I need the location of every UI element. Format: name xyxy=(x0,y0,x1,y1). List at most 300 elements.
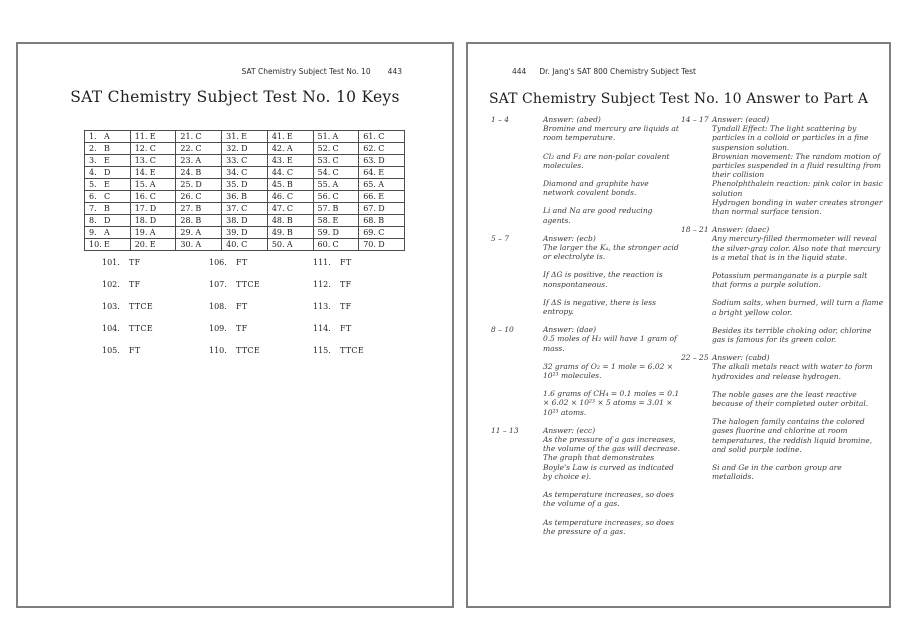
question-number: 7. xyxy=(89,204,97,213)
key-table-cell xyxy=(222,239,268,251)
explanation-paragraph: Diamond and graphite have network covalent bonds. xyxy=(543,179,649,198)
answer-letter: C xyxy=(332,192,339,201)
key-table-cell xyxy=(359,179,405,191)
answer-letter: E xyxy=(332,216,339,225)
question-number: 110. xyxy=(209,346,227,355)
question-number: 10. xyxy=(89,240,102,249)
question-number: 103. xyxy=(102,302,120,311)
tf-answer: TF xyxy=(340,302,352,311)
answer-letter: B xyxy=(241,192,247,201)
question-number: 45. xyxy=(271,180,285,189)
answer-letter: D xyxy=(378,240,385,249)
key-table-cell xyxy=(85,179,131,191)
answer-letters: Answer: (dae) xyxy=(543,325,597,335)
explanation-paragraph: The alkali metals react with water to form hydroxides and release hydrogen. xyxy=(712,362,873,381)
tf-answers-column-3 xyxy=(313,258,364,368)
page-number: 444 xyxy=(512,67,527,76)
answer-letter: C xyxy=(332,144,339,153)
answer-letters: Answer: (eacd) xyxy=(712,115,770,124)
tf-item xyxy=(313,280,364,302)
key-table-cell xyxy=(222,131,268,143)
question-number: 25. xyxy=(180,180,194,189)
explanation-paragraph: Phenolphthalein reaction: pink color in basic solution xyxy=(712,179,883,198)
tf-item xyxy=(102,346,153,368)
answer-letter: C xyxy=(149,144,156,153)
answer-letter: E xyxy=(149,132,156,141)
explanation-paragraph: Tyndall Effect: The light scattering by particles in a colloid or particles in a fine suspension solution. xyxy=(712,124,869,152)
explanation-paragraph: Besides its terrible choking odor, chlorine gas is famous for its green color. xyxy=(712,325,872,345)
answer-letter: D xyxy=(149,216,157,225)
question-number: 36. xyxy=(226,192,239,201)
question-number: 109. xyxy=(209,324,227,333)
tf-answer: TTCE xyxy=(236,280,260,289)
key-table-cell xyxy=(313,143,359,155)
answer-body xyxy=(712,225,883,344)
question-number: 40. xyxy=(226,240,239,249)
answer-letter: C xyxy=(332,240,339,249)
question-number: 68. xyxy=(363,216,376,225)
key-table-cell xyxy=(176,191,222,203)
answer-letter: C xyxy=(286,192,293,201)
question-number: 3. xyxy=(89,156,97,165)
question-number: 38. xyxy=(226,216,239,225)
key-table-cell xyxy=(176,179,222,191)
question-number: 6. xyxy=(89,192,97,201)
key-table-cell xyxy=(359,203,405,215)
question-number: 15. xyxy=(134,180,148,189)
answer-letter: C xyxy=(241,156,248,165)
answer-letter: C xyxy=(286,204,293,213)
answers-column-right xyxy=(681,115,883,491)
answer-letter: C xyxy=(378,144,385,153)
question-number: 107. xyxy=(209,280,227,289)
question-number: 29. xyxy=(180,228,194,237)
answer-letter: A xyxy=(286,240,293,249)
question-number: 8. xyxy=(89,216,97,225)
answer-letter: C xyxy=(378,228,385,237)
explanation-paragraph: Brownian movement: The random motion of particles suspended in a fluid resulting from their collision xyxy=(712,151,881,180)
question-number: 30. xyxy=(180,240,194,249)
key-table-cell xyxy=(130,227,176,239)
key-table-cell xyxy=(130,131,176,143)
answer-block xyxy=(681,353,883,481)
key-table-cell xyxy=(176,227,222,239)
question-number: 46. xyxy=(271,192,285,201)
key-table-cell xyxy=(267,131,313,143)
tf-item xyxy=(102,302,153,324)
question-number: 19. xyxy=(134,228,148,237)
key-table-cell xyxy=(222,215,268,227)
question-number: 114. xyxy=(313,324,331,333)
key-table-cell xyxy=(222,143,268,155)
question-range: 1 – 4 xyxy=(491,115,510,124)
question-number: 51. xyxy=(317,132,331,141)
key-table-cell xyxy=(267,191,313,203)
tf-answers-column-2 xyxy=(209,258,260,368)
answer-letter: C xyxy=(149,192,156,201)
tf-answer: TTCE xyxy=(129,302,153,311)
answer-letter: B xyxy=(286,216,293,225)
tf-item xyxy=(209,258,260,280)
question-range: 14 – 17 xyxy=(681,115,709,124)
answer-letters: Answer: (ecc) xyxy=(543,425,596,435)
question-number: 4. xyxy=(89,168,97,177)
tf-answer: TF xyxy=(129,258,141,267)
key-table-cell xyxy=(267,179,313,191)
page-left xyxy=(16,42,454,608)
explanation-paragraph: If ΔS is negative, there is less entropy. xyxy=(543,297,656,317)
answer-block xyxy=(681,225,883,344)
answer-letter: E xyxy=(104,180,110,189)
question-number: 39. xyxy=(226,228,239,237)
answer-letter: C xyxy=(241,204,248,213)
question-number: 9. xyxy=(89,228,97,237)
key-table-row xyxy=(85,215,405,227)
question-number: 52. xyxy=(317,144,331,153)
explanation-paragraph: As temperature increases, so does the pressure of a gas. xyxy=(543,517,674,536)
explanation-paragraph: 1.6 grams of CH₄ = 0.1 moles = 0.1 × 6.02 × 10²³ × 5 atoms = 3.01 × 10²³ atoms. xyxy=(543,389,680,417)
key-table-cell xyxy=(313,167,359,179)
key-table-row xyxy=(85,227,405,239)
answer-letter: D xyxy=(104,168,111,177)
tf-item xyxy=(313,302,364,324)
key-table-cell xyxy=(313,203,359,215)
key-table-cell xyxy=(267,227,313,239)
question-number: 34. xyxy=(226,168,239,177)
tf-item xyxy=(209,324,260,346)
key-table-row xyxy=(85,179,405,191)
answer-letter: D xyxy=(378,156,385,165)
explanation-paragraph: Li and Na are good reducing agents. xyxy=(543,206,653,225)
answer-letter: E xyxy=(286,132,293,141)
question-number: 22. xyxy=(180,144,194,153)
question-number: 62. xyxy=(363,144,376,153)
question-number: 28. xyxy=(180,216,194,225)
answer-letter: D xyxy=(241,144,248,153)
explanation-paragraph: The noble gases are the least reactive because of their completed outer orbital. xyxy=(712,389,869,409)
answer-block xyxy=(491,426,681,536)
tf-item xyxy=(102,324,153,346)
key-table-cell xyxy=(359,191,405,203)
key-table-cell xyxy=(85,131,131,143)
question-number: 16. xyxy=(134,192,148,201)
answer-letter: A xyxy=(332,180,339,189)
explanation-paragraph: The halogen family contains the colored gases fluorine and chlorine at room temperatures, the reddish liquid bromine, and solid purple iodine. xyxy=(712,417,873,454)
question-number: 105. xyxy=(102,346,120,355)
tf-answer: TF xyxy=(340,280,352,289)
answer-block xyxy=(491,234,681,316)
answer-letter: E xyxy=(378,192,385,201)
key-table-cell xyxy=(176,215,222,227)
explanation-paragraph: As temperature increases, so does the volume of a gas. xyxy=(543,490,674,509)
explanation-paragraph: Potassium permanganate is a purple salt that forms a purple solution. xyxy=(712,271,868,290)
question-number: 12. xyxy=(134,144,148,153)
answers-column-left xyxy=(491,115,681,545)
key-table-cell xyxy=(267,203,313,215)
page-right xyxy=(466,42,891,608)
tf-item xyxy=(313,258,364,280)
answer-letter: C xyxy=(195,132,202,141)
answer-letter: B xyxy=(104,204,110,213)
question-range: 5 – 7 xyxy=(491,233,510,243)
question-number: 60. xyxy=(317,240,331,249)
question-number: 54. xyxy=(317,168,331,177)
answer-body xyxy=(543,234,681,316)
page-number: 443 xyxy=(387,67,402,76)
question-number: 58. xyxy=(317,216,331,225)
answer-letter: A xyxy=(378,180,384,189)
key-table-cell xyxy=(130,155,176,167)
page-title: SAT Chemistry Subject Test No. 10 Keys xyxy=(70,88,400,106)
question-number: 21. xyxy=(180,132,194,141)
question-number: 59. xyxy=(317,228,331,237)
key-table-cell xyxy=(130,203,176,215)
key-table-cell xyxy=(130,143,176,155)
answer-letter: B xyxy=(286,228,293,237)
answer-letter: E xyxy=(241,132,247,141)
answer-letter: C xyxy=(332,156,339,165)
explanation-paragraph: Bromine and mercury are liquids at room temperature. xyxy=(543,124,679,143)
tf-answer: FT xyxy=(340,258,352,267)
question-number: 70. xyxy=(363,240,376,249)
answer-letter: B xyxy=(195,168,202,177)
key-table-cell xyxy=(130,179,176,191)
question-number: 41. xyxy=(271,132,285,141)
tf-answer: FT xyxy=(236,258,248,267)
answer-letter: D xyxy=(104,216,111,225)
tf-answer: TF xyxy=(129,280,141,289)
question-number: 20. xyxy=(134,240,148,249)
answer-letter: C xyxy=(241,240,248,249)
answer-letter: A xyxy=(195,228,202,237)
question-number: 53. xyxy=(317,156,331,165)
key-table-cell xyxy=(222,167,268,179)
tf-answer: FT xyxy=(340,324,352,333)
answer-letters: Answer: (abed) xyxy=(543,115,601,124)
question-number: 106. xyxy=(209,258,227,267)
question-number: 11. xyxy=(134,132,148,141)
answer-block xyxy=(491,325,681,417)
question-number: 48. xyxy=(271,216,285,225)
explanation-paragraph: Any mercury-filled thermometer will reveal the silver-gray color. Also note that mercury is a metal that is in the liquid state. xyxy=(712,234,881,262)
key-table-cell xyxy=(313,179,359,191)
question-number: 23. xyxy=(180,156,194,165)
key-table-cell xyxy=(85,191,131,203)
tf-item xyxy=(209,346,260,368)
question-number: 69. xyxy=(363,228,376,237)
answer-letters: Answer: (ecb) xyxy=(543,233,596,243)
key-table-cell xyxy=(313,131,359,143)
question-number: 2. xyxy=(89,144,97,153)
answer-letter: C xyxy=(241,168,248,177)
key-table-cell xyxy=(85,239,131,251)
tf-item xyxy=(102,280,153,302)
question-number: 56. xyxy=(317,192,331,201)
explanation-paragraph: As the pressure of a gas increases, the volume of the gas will decrease. The graph that demonstrates Boyle's Law is curved as indicated by choice e). xyxy=(543,435,681,481)
key-table-cell xyxy=(130,239,176,251)
key-table-cell xyxy=(85,215,131,227)
answer-letter: A xyxy=(149,228,156,237)
tf-answer: FT xyxy=(129,346,141,355)
explanation-paragraph: If ΔG is positive, the reaction is nonspontaneous. xyxy=(543,270,663,289)
tf-item xyxy=(209,302,260,324)
answer-letter: C xyxy=(104,192,111,201)
question-number: 63. xyxy=(363,156,376,165)
answer-letter: E xyxy=(149,240,156,249)
answer-letter: A xyxy=(149,180,156,189)
question-number: 112. xyxy=(313,280,331,289)
tf-answers-column-1 xyxy=(102,258,153,368)
question-range: 22 – 25 xyxy=(681,353,709,363)
answer-body xyxy=(712,353,883,481)
answer-letters: Answer: (cabd) xyxy=(712,353,770,363)
key-table-cell xyxy=(313,227,359,239)
question-number: 31. xyxy=(226,132,239,141)
tf-answer: TF xyxy=(236,324,248,333)
answer-letter: A xyxy=(286,144,293,153)
tf-answer: FT xyxy=(236,302,248,311)
question-number: 108. xyxy=(209,302,227,311)
key-table-cell xyxy=(267,239,313,251)
answer-letters: Answer: (daec) xyxy=(712,225,770,235)
question-number: 27. xyxy=(180,204,194,213)
answer-body xyxy=(712,115,883,216)
key-table-row xyxy=(85,191,405,203)
question-number: 102. xyxy=(102,280,120,289)
answer-letter: D xyxy=(378,204,385,213)
key-table-cell xyxy=(359,239,405,251)
answer-letter: B xyxy=(286,180,293,189)
question-number: 26. xyxy=(180,192,194,201)
answer-letter: D xyxy=(241,228,248,237)
question-number: 64. xyxy=(363,168,376,177)
key-table-cell xyxy=(85,167,131,179)
question-number: 14. xyxy=(134,168,148,177)
answer-letter: C xyxy=(332,168,339,177)
key-table-cell xyxy=(267,143,313,155)
tf-answer: TTCE xyxy=(129,324,153,333)
key-table-cell xyxy=(313,191,359,203)
explanation-paragraph: Si and Ge in the carbon group are metalloids. xyxy=(712,463,842,482)
question-number: 104. xyxy=(102,324,120,333)
question-number: 47. xyxy=(271,204,285,213)
answer-letter: C xyxy=(195,144,202,153)
key-table-row xyxy=(85,155,405,167)
key-table-cell xyxy=(176,131,222,143)
key-table-cell xyxy=(176,203,222,215)
answer-body xyxy=(543,325,681,417)
explanation-paragraph: 32 grams of O₂ = 1 mole = 6.02 × 10²³ molecules. xyxy=(543,361,674,381)
answer-letter: C xyxy=(286,168,293,177)
question-number: 57. xyxy=(317,204,331,213)
question-number: 61. xyxy=(363,132,376,141)
key-table-cell xyxy=(359,143,405,155)
question-number: 32. xyxy=(226,144,239,153)
key-table-cell xyxy=(359,227,405,239)
key-table-cell xyxy=(222,227,268,239)
answer-letter: E xyxy=(286,156,293,165)
key-table-cell xyxy=(176,167,222,179)
key-table-cell xyxy=(130,191,176,203)
tf-item xyxy=(102,258,153,280)
question-number: 101. xyxy=(102,258,120,267)
question-number: 44. xyxy=(271,168,285,177)
key-table-cell xyxy=(313,239,359,251)
answer-key-table xyxy=(84,130,405,251)
question-number: 35. xyxy=(226,180,239,189)
running-header-title: Dr. Jang's SAT 800 Chemistry Subject Test xyxy=(539,67,696,76)
key-table-row xyxy=(85,131,405,143)
question-number: 43. xyxy=(271,156,285,165)
explanation-paragraph: The larger the Kₐ, the stronger acid or electrolyte is. xyxy=(543,243,679,262)
key-table-cell xyxy=(85,143,131,155)
answer-letter: B xyxy=(104,144,110,153)
key-table-cell xyxy=(267,215,313,227)
key-table-row xyxy=(85,143,405,155)
tf-answer: TTCE xyxy=(236,346,260,355)
key-table-cell xyxy=(85,203,131,215)
question-number: 17. xyxy=(134,204,148,213)
key-table-cell xyxy=(176,143,222,155)
answer-letter: B xyxy=(332,204,339,213)
key-table-cell xyxy=(267,155,313,167)
question-number: 37. xyxy=(226,204,239,213)
answer-letter: A xyxy=(332,132,339,141)
question-number: 111. xyxy=(313,258,331,267)
question-number: 66. xyxy=(363,192,376,201)
key-table-cell xyxy=(359,155,405,167)
question-number: 55. xyxy=(317,180,331,189)
question-number: 1. xyxy=(89,132,97,141)
answer-letter: E xyxy=(378,168,385,177)
explanation-paragraph: 0.5 moles of H₂ will have 1 gram of mass. xyxy=(543,334,677,353)
answer-letter: E xyxy=(149,168,156,177)
question-number: 67. xyxy=(363,204,376,213)
explanation-paragraph: Cl₂ and F₂ are non-polar covalent molecules. xyxy=(543,151,670,170)
key-table-cell xyxy=(85,155,131,167)
answer-letter: E xyxy=(104,240,110,249)
key-table-cell xyxy=(222,155,268,167)
tf-item xyxy=(313,324,364,346)
question-range: 8 – 10 xyxy=(491,325,514,335)
key-table-cell xyxy=(130,215,176,227)
answer-letter: A xyxy=(195,240,202,249)
answer-letter: A xyxy=(104,132,110,141)
explanation-paragraph: Hydrogen bonding in water creates stronger than normal surface tension. xyxy=(712,197,883,217)
question-range: 18 – 21 xyxy=(681,225,709,235)
key-table-cell xyxy=(313,215,359,227)
tf-item xyxy=(313,346,364,368)
answer-letter: D xyxy=(241,180,248,189)
running-header-left xyxy=(242,67,402,76)
key-table-cell xyxy=(176,239,222,251)
key-table-row xyxy=(85,167,405,179)
explanation-paragraph: Sodium salts, when burned, will turn a flame a bright yellow color. xyxy=(712,298,884,317)
answer-letter: D xyxy=(332,228,339,237)
key-table-cell xyxy=(222,203,268,215)
key-table-cell xyxy=(359,167,405,179)
question-number: 13. xyxy=(134,156,148,165)
key-table-cell xyxy=(359,215,405,227)
answer-letter: D xyxy=(149,204,157,213)
answer-letter: A xyxy=(104,228,110,237)
answer-block xyxy=(681,115,883,216)
key-table-cell xyxy=(85,227,131,239)
question-number: 115. xyxy=(313,346,331,355)
key-table-row xyxy=(85,203,405,215)
question-number: 50. xyxy=(271,240,285,249)
question-number: 24. xyxy=(180,168,194,177)
